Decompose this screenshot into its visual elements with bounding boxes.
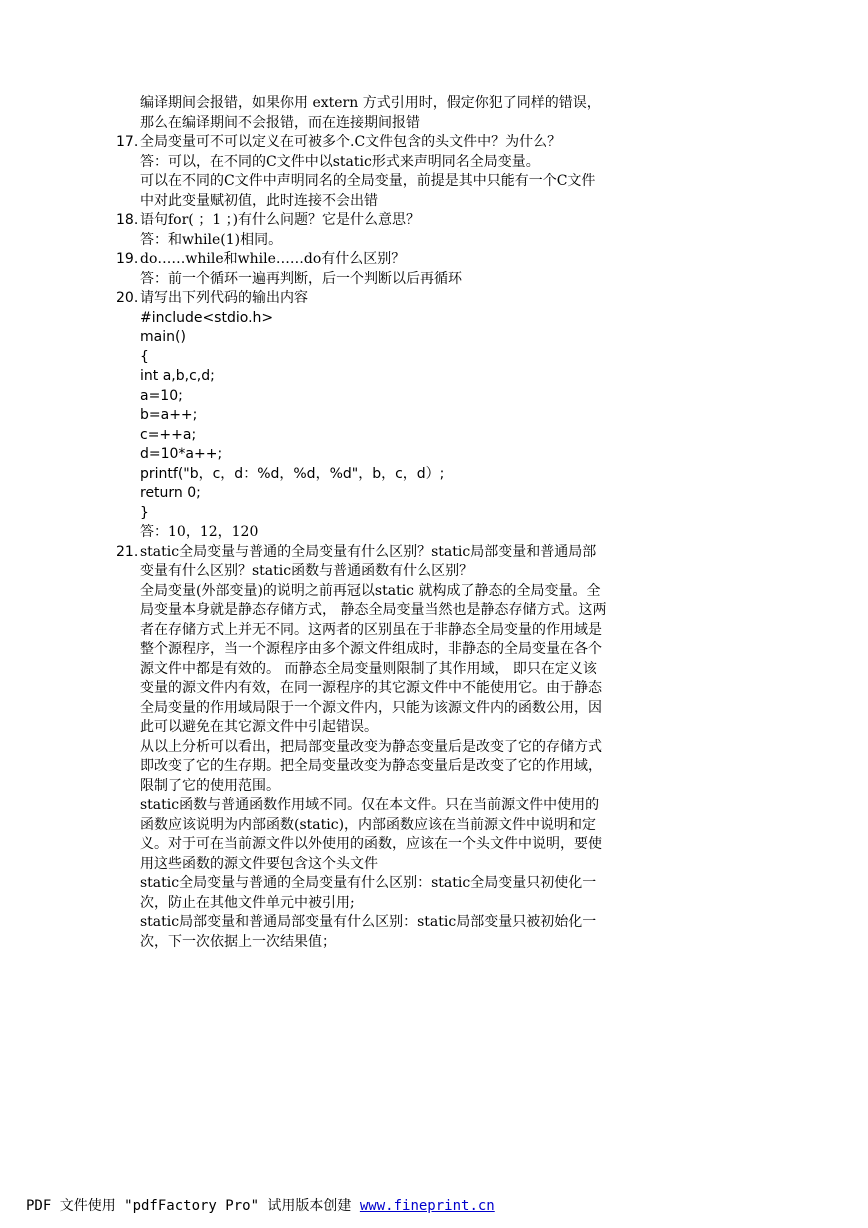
answer-line: 次，下一次依据上一次结果值； (140, 933, 336, 950)
answer-line: 此可以避免在其它源文件中引起错误。 (140, 719, 378, 735)
document-body (116, 94, 646, 952)
answer-line: 整个源程序，当一个源程序由多个源文件组成时，非静态的全局变量在各个 (140, 641, 602, 657)
question-18 (116, 211, 646, 250)
question-number: 18. (116, 212, 139, 228)
answer-line: 用这些函数的源文件要包含这个头文件 (140, 855, 378, 872)
question-number: 17. (116, 134, 139, 150)
code-line: d=10*a++; (140, 446, 223, 462)
question-19 (116, 250, 646, 289)
code-line: return 0; (140, 485, 201, 501)
answer-line: 者在存储方式上并无不同。这两者的区别虽在于非静态全局变量的作用域是 (140, 621, 602, 638)
answer-line: 答：前一个循环一遍再判断，后一个判断以后再循环 (140, 270, 462, 287)
answer-line: 义。对于可在当前源文件以外使用的函数，应该在一个头文件中说明，要使 (140, 836, 602, 852)
code-line: printf("b，c，d：%d，%d，%d"，b，c，d）; (140, 465, 445, 482)
code-line: } (140, 504, 149, 521)
footer-link[interactable]: www.fineprint.cn (359, 1198, 495, 1214)
question-text: 全局变量可不可以定义在可被多个.C文件包含的头文件中？为什么？ (140, 134, 562, 150)
answer-line: static全局变量与普通的全局变量有什么区别：static全局变量只初使化一 (140, 875, 597, 891)
answer-line: 可以在不同的C文件中声明同名的全局变量，前提是其中只能有一个C文件 (140, 173, 596, 189)
answer-line: 局变量本身就是静态存储方式， 静态全局变量当然也是静态存储方式。这两 (140, 602, 607, 618)
question-text: do……while和while……do有什么区别？ (140, 251, 406, 267)
question-text: 请写出下列代码的输出内容 (140, 290, 308, 306)
answer-line: 中对此变量赋初值，此时连接不会出错 (140, 192, 378, 209)
answer-line: 全局变量的作用域局限于一个源文件内，只能为该源文件内的函数公用，因 (140, 699, 602, 716)
answer-line: static函数与普通函数作用域不同。仅在本文件。只在当前源文件中使用的 (140, 797, 600, 813)
answer-line: 即改变了它的生存期。把全局变量改变为静态变量后是改变了它的作用域， (140, 758, 602, 774)
answer-line: 函数应该说明为内部函数(static)，内部函数应该在当前源文件中说明和定 (140, 816, 597, 833)
question-number: 19. (116, 251, 139, 267)
code-line: { (140, 348, 149, 365)
question-number: 20. (116, 290, 139, 306)
answer-line: 限制了它的使用范围。 (140, 777, 280, 794)
question-17 (116, 133, 646, 211)
question-21 (116, 543, 646, 953)
question-number: 21. (116, 543, 139, 560)
question-text: 语句for( ；1 ；)有什么问题？它是什么意思？ (140, 212, 421, 228)
question-text: 变量有什么区别？static函数与普通函数有什么区别？ (140, 563, 474, 579)
code-line: #include<stdio.h> (140, 309, 274, 326)
answer-line: 答：和while(1)相同。 (140, 231, 283, 248)
answer-line: 从以上分析可以看出，把局部变量改变为静态变量后是改变了它的存储方式 (140, 738, 602, 755)
answer-line: 答：可以，在不同的C文件中以static形式来声明同名全局变量。 (140, 153, 540, 170)
answer-line: 次，防止在其他文件单元中被引用; (140, 894, 355, 911)
answer-line: 源文件中都是有效的。 而静态全局变量则限制了其作用域， 即只在定义该 (140, 660, 597, 677)
pdf-footer (26, 1195, 495, 1215)
code-line: b=a++; (140, 407, 198, 423)
text-line: 那么在编译期间不会报错，而在连接期间报错 (140, 114, 420, 131)
code-line: a=10; (140, 387, 183, 404)
text-line: 编译期间会报错，如果你用 extern 方式引用时，假定你犯了同样的错误， (140, 95, 601, 111)
footer-text: PDF 文件使用 "pdfFactory Pro" 试用版本创建 (26, 1198, 360, 1214)
code-line: main() (140, 329, 186, 345)
code-line: int a,b,c,d; (140, 368, 215, 384)
continued-paragraph (116, 94, 646, 133)
question-20 (116, 289, 646, 543)
answer-line: static局部变量和普通局部变量有什么区别：static局部变量只被初始化一 (140, 914, 597, 930)
answer-line: 变量的源文件内有效，在同一源程序的其它源文件中不能使用它。由于静态 (140, 680, 602, 696)
code-line: c=++a; (140, 426, 197, 443)
answer-line: 全局变量(外部变量)的说明之前再冠以static 就构成了静态的全局变量。全 (140, 582, 601, 599)
question-text: static全局变量与普通的全局变量有什么区别？static局部变量和普通局部 (140, 543, 597, 560)
answer-line: 答：10，12，120 (140, 524, 259, 540)
